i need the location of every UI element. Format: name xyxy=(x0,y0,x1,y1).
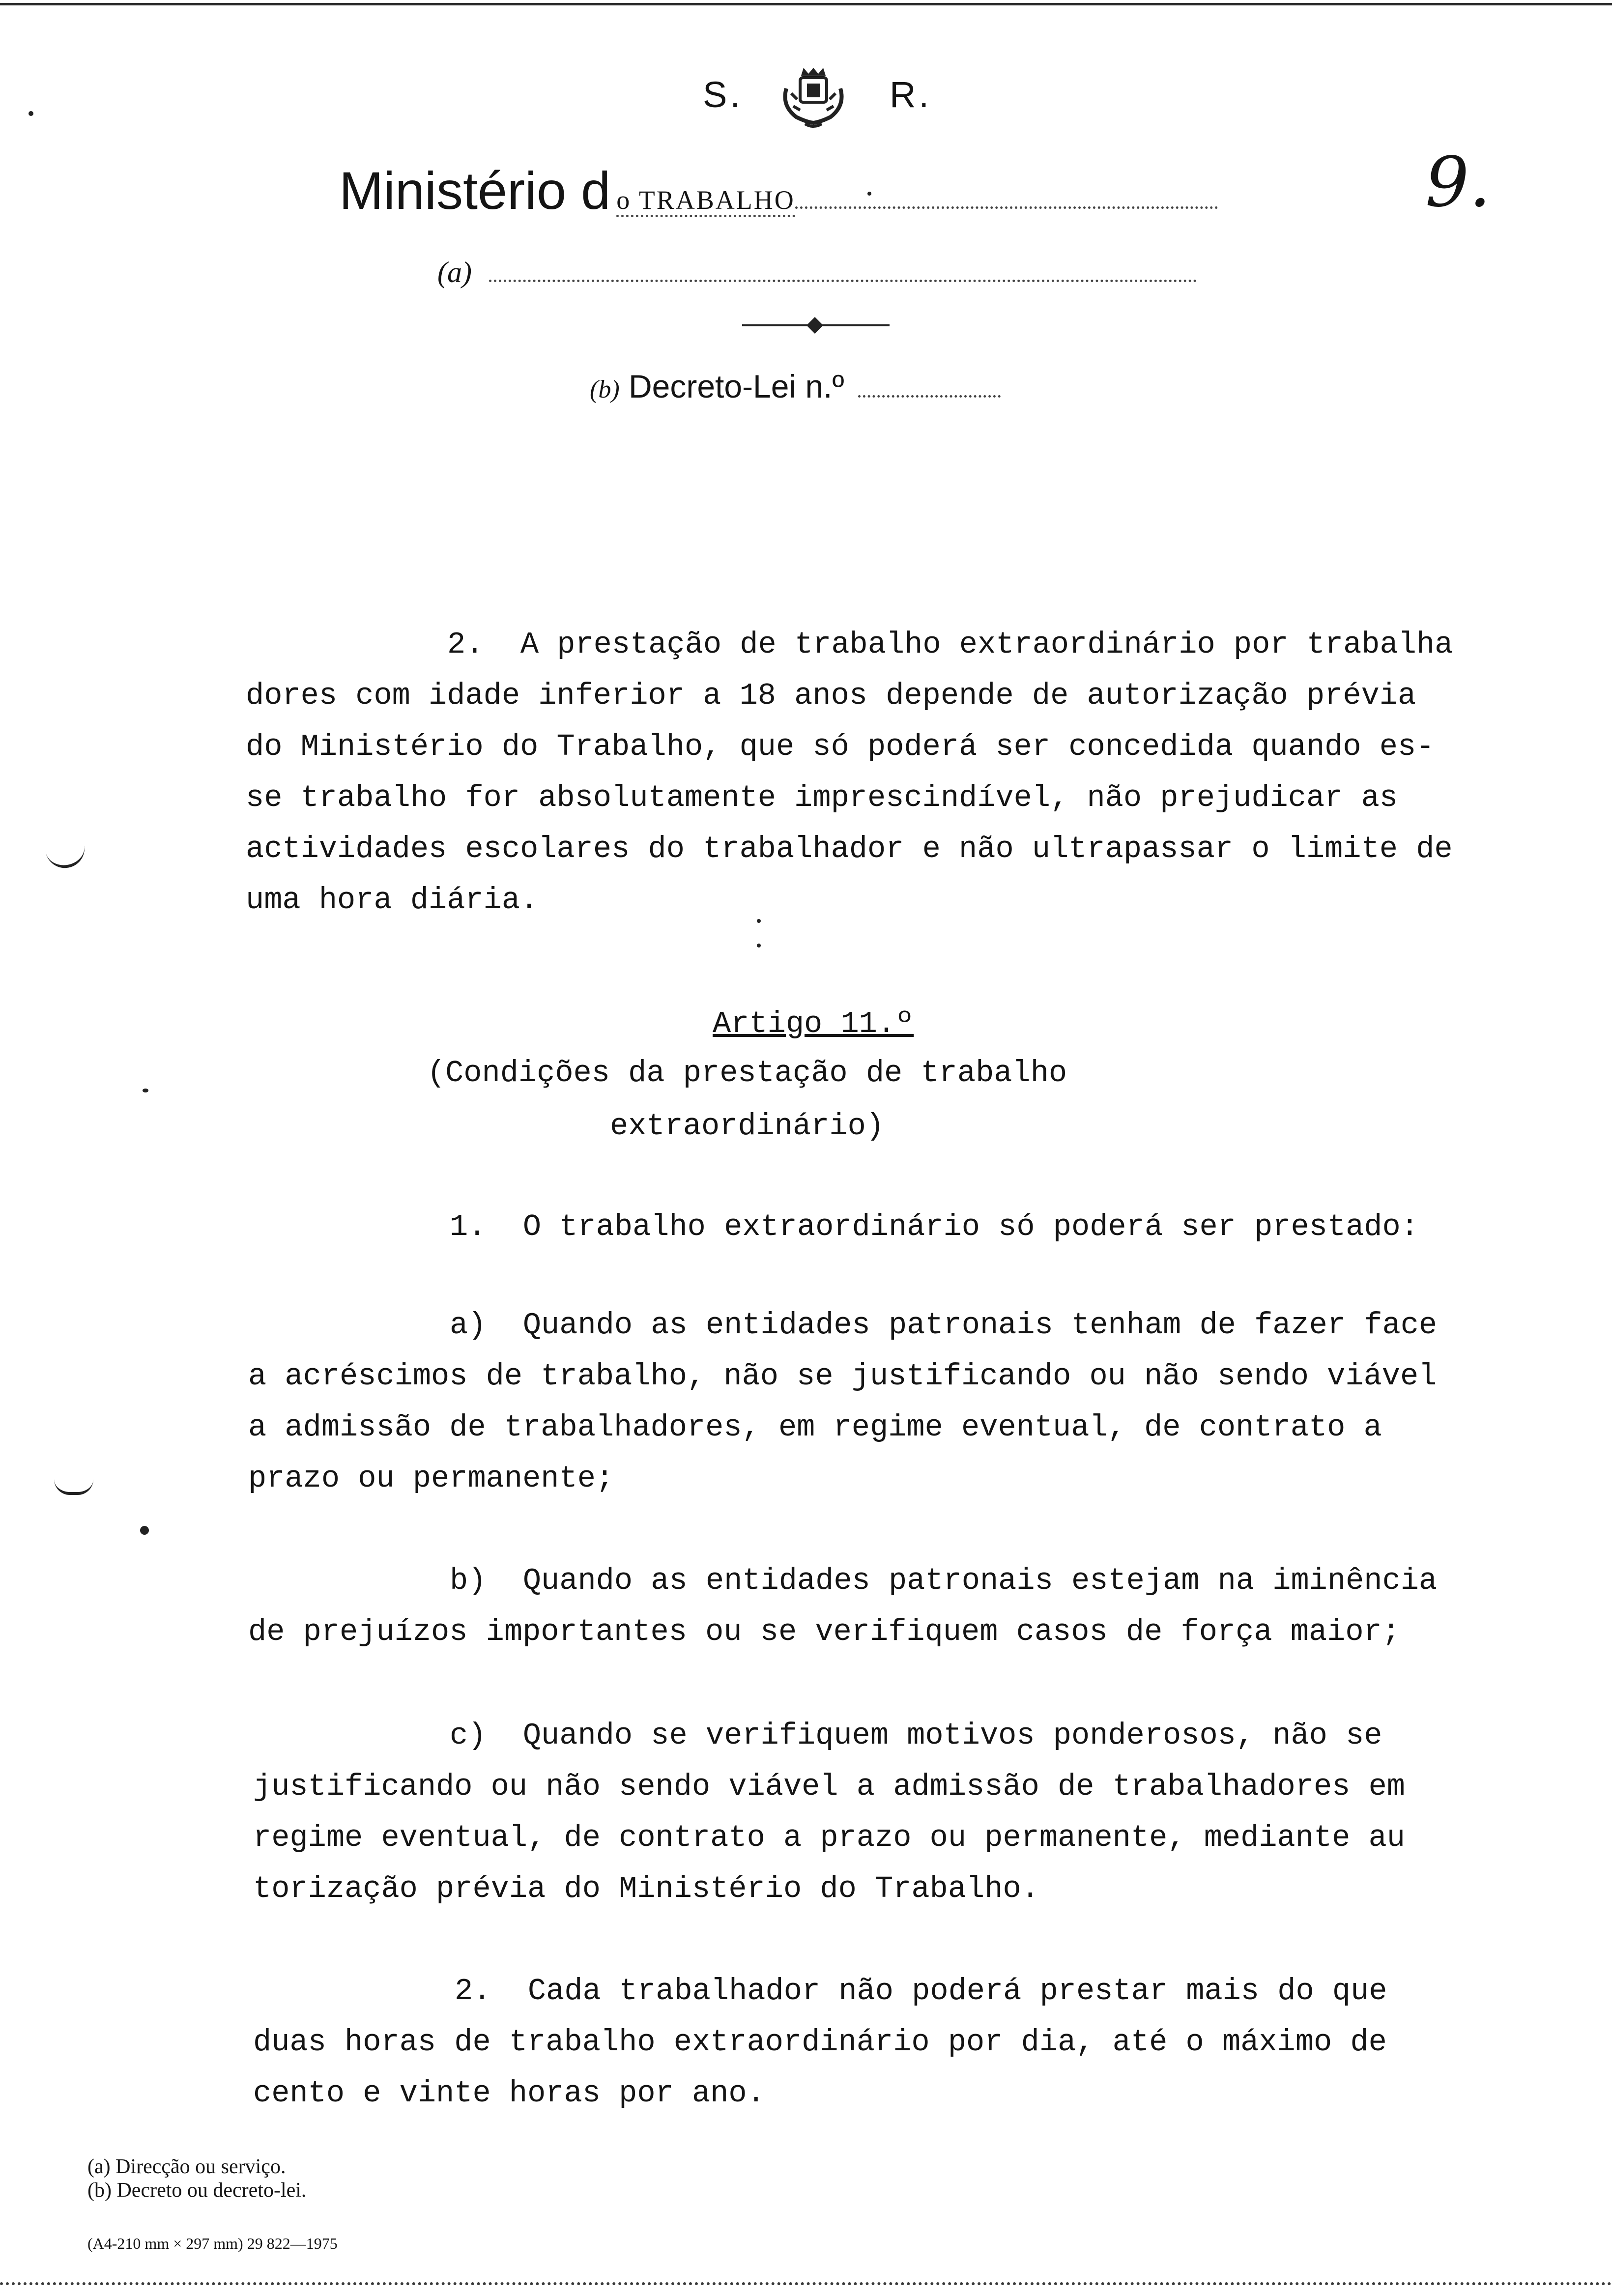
clause-a-line-1: a) Quando as entidades patronais tenham de fazer face xyxy=(450,1308,1438,1343)
clause-b-line-2: de prejuízos importantes ou se verifiquem casos de força maior; xyxy=(248,1614,1400,1649)
speck xyxy=(757,944,761,947)
paragraph-2-art10-line-6: uma hora diária. xyxy=(246,883,539,918)
bottom-dotted-edge xyxy=(0,2282,1612,2285)
margin-mark xyxy=(45,842,88,871)
speck xyxy=(757,919,761,923)
top-border-line xyxy=(0,3,1612,5)
ministry-department: o TRABALHO xyxy=(616,185,795,217)
decreto-line xyxy=(590,368,1001,405)
a-marker: (a) xyxy=(437,256,472,288)
ministry-prefix: Ministério d xyxy=(339,161,611,220)
clause-c-line-1: c) Quando se verifiquem motivos ponderosos, não se xyxy=(450,1718,1382,1753)
paragraph-1: 1. O trabalho extraordinário só poderá ser prestado: xyxy=(450,1209,1419,1244)
paragraph-2-art10-line-1: 2. A prestação de trabalho extraordinário por trabalha xyxy=(447,627,1453,662)
speck xyxy=(29,111,33,116)
clause-c-line-2: justificando ou não sendo viável a admissão de trabalhadores em xyxy=(253,1769,1405,1804)
paragraph-2-line-2: duas horas de trabalho extraordinário por dia, até o máximo de xyxy=(253,2025,1387,2060)
speck xyxy=(140,1526,149,1535)
paragraph-2-line-1: 2. Cada trabalhador não poderá prestar mais do que xyxy=(455,1974,1387,2009)
clause-c-line-3: regime eventual, de contrato a prazo ou permanente, mediante au xyxy=(253,1820,1405,1855)
page-number: 9. xyxy=(1425,143,1491,223)
paragraph-2-line-3: cento e vinte horas por ano. xyxy=(253,2076,765,2111)
r-letter: R. xyxy=(890,74,932,115)
coat-of-arms-icon xyxy=(777,59,850,133)
ministry-line xyxy=(339,160,1218,221)
speck xyxy=(143,1089,148,1092)
s-letter: S. xyxy=(703,74,743,115)
clause-a-line-2: a acréscimos de trabalho, não se justificando ou não sendo viável xyxy=(248,1359,1437,1394)
clause-a-line-3: a admissão de trabalhadores, em regime eventual, de contrato a xyxy=(248,1410,1382,1445)
clause-a-line-4: prazo ou permanente; xyxy=(248,1461,614,1496)
article-subtitle-line-2: extraordinário) xyxy=(609,1109,885,1144)
paragraph-2-art10-line-2: dores com idade inferior a 18 anos depende de autorização prévia xyxy=(246,678,1416,713)
speck xyxy=(867,192,871,196)
footnote-a: (a) Direcção ou serviço. xyxy=(87,2155,286,2178)
clause-c-line-4: torização prévia do Ministério do Trabalho. xyxy=(253,1871,1039,1906)
article-heading: Artigo 11.º xyxy=(713,1006,914,1041)
a-dotted-fill xyxy=(489,280,1197,282)
print-reference: (A4-210 mm × 297 mm) 29 822—1975 xyxy=(87,2235,338,2252)
paragraph-2-art10-line-3: do Ministério do Trabalho, que só poderá ser concedida quando es- xyxy=(246,729,1435,764)
footnote-b: (b) Decreto ou decreto-lei. xyxy=(87,2179,307,2202)
decreto-dotted-fill xyxy=(858,395,1001,398)
paragraph-2-art10-line-5: actividades escolares do trabalhador e não ultrapassar o limite de xyxy=(246,832,1453,866)
separator-diamond xyxy=(806,317,823,334)
decreto-marker: (b) xyxy=(590,375,620,403)
margin-mark xyxy=(54,1479,93,1495)
clause-b-line-1: b) Quando as entidades patronais estejam na iminência xyxy=(450,1563,1438,1598)
article-subtitle-line-1: (Condições da prestação de trabalho xyxy=(427,1056,1067,1091)
paragraph-2-art10-line-4: se trabalho for absolutamente imprescindível, não prejudicar as xyxy=(246,780,1398,815)
a-line xyxy=(437,256,1197,289)
decreto-label: Decreto-Lei n.º xyxy=(628,368,844,404)
ministry-dotted-fill xyxy=(795,206,1218,209)
